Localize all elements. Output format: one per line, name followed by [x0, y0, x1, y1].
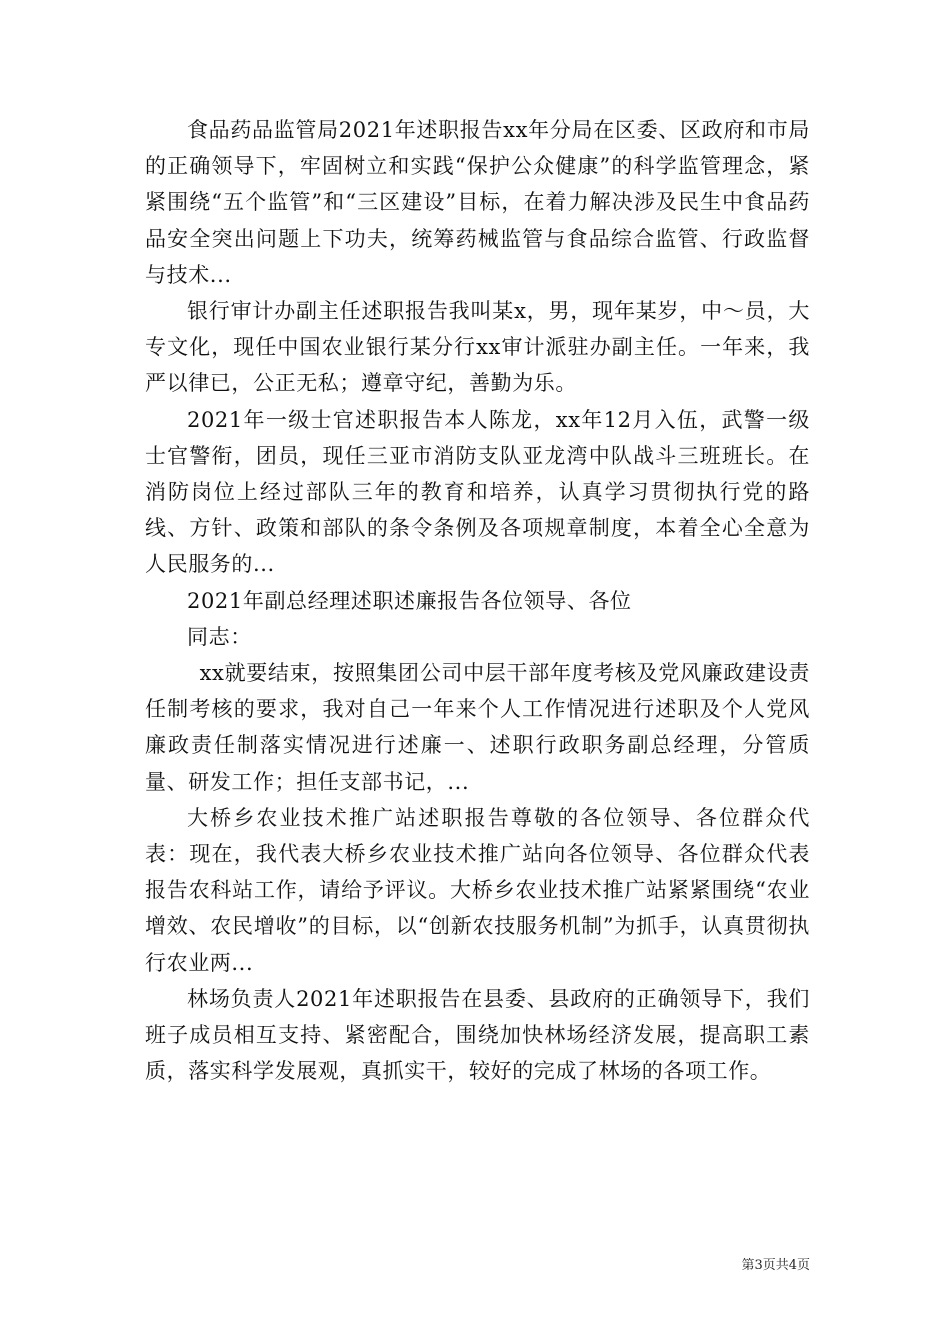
paragraph-deputy-gm-body: xx就要结束，按照集团公司中层干部年度考核及党风廉政建设责任制考核的要求，我对自己一年来个人工作情况进行述职及个人党风廉政责任制落实情况进行述廉一、述职行政职务副总经理，分管质量、研发工作；担任支部书记，... — [145, 661, 810, 794]
paragraph-deputy-gm-title: 2021年副总经理述职述廉报告各位领导、各位 — [187, 588, 632, 613]
paragraph-forest-farm-report: 林场负责人2021年述职报告在县委、县政府的正确领导下，我们班子成员相互支持、紧密配合，围绕加快林场经济发展，提高职工素质，落实科学发展观，真抓实干，较好的完成了林场的各项工作。 — [145, 986, 810, 1084]
document-body — [145, 112, 810, 1089]
paragraph-deputy-gm-salutation: 同志： — [187, 624, 252, 649]
paragraph-bank-audit-report: 银行审计办副主任述职报告我叫某x，男，现年某岁，中～员，大专文化，现任中国农业银行某分行xx审计派驻办副主任。一年来，我严以律已，公正无私；遵章守纪，善勤为乐。 — [145, 299, 810, 396]
paragraph-sergeant-report: 2021年一级士官述职报告本人陈龙，xx年12月入伍，武警一级士官警衔，团员，现任三亚市消防支队亚龙湾中队战斗三班班长。在消防岗位上经过部队三年的教育和培养，认真学习贯彻执行党的路线、方针、政策和部队的条令条例及各项规章制度，本着全心全意为人民服务的... — [145, 407, 810, 577]
page-number-footer: 第3页共4页 — [741, 1258, 810, 1273]
paragraph-food-drug-report: 食品药品监管局2021年述职报告xx年分局在区委、区政府和市局的正确领导下，牢固树立和实践“保护公众健康”的科学监管理念，紧紧围绕“五个监管”和“三区建设”目标，在着力解决涉及民生中食品药品安全突出问题上下功夫，统筹药械监管与食品综合监管、行政监督与技术... — [145, 118, 810, 287]
paragraph-agri-station-report: 大桥乡农业技术推广站述职报告尊敬的各位领导、各位群众代表：现在，我代表大桥乡农业技术推广站向各位领导、各位群众代表报告农科站工作，请给予评议。大桥乡农业技术推广站紧紧围绕“农业增效、农民增收”的目标，以“创新农技服务机制”为抓手，认真贯彻执行农业两... — [145, 805, 810, 975]
